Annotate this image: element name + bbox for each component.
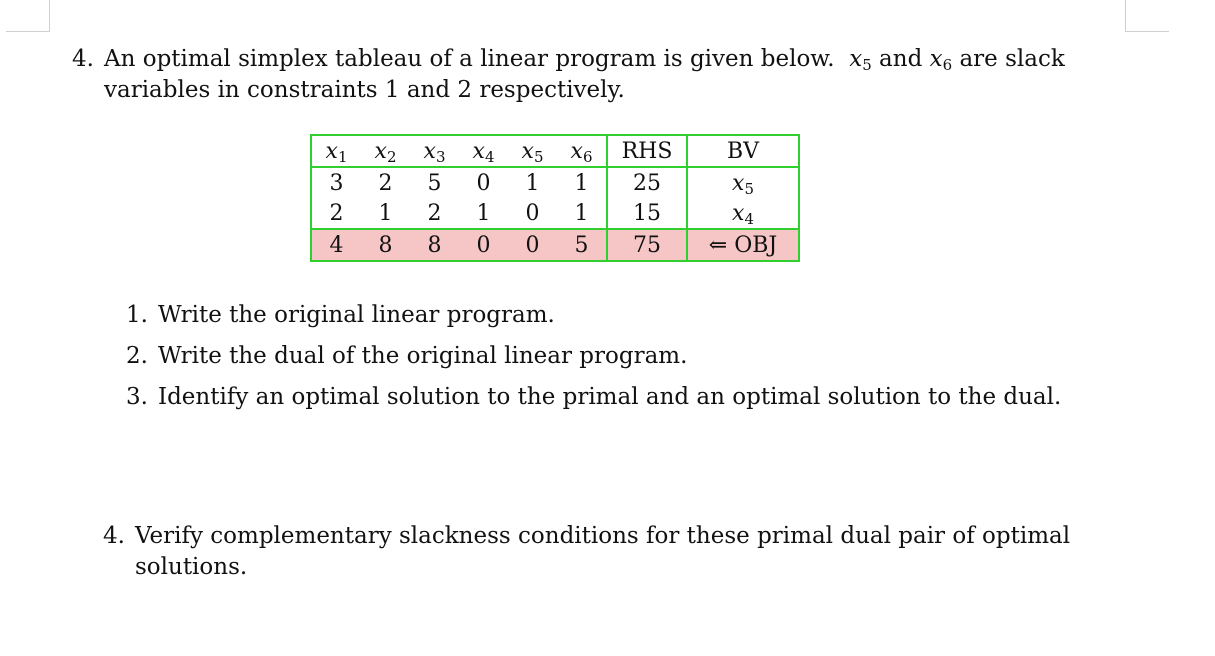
table-cell: 1	[557, 198, 607, 229]
question-number: 4.	[72, 46, 94, 72]
crop-mark-top-left-vertical	[49, 0, 50, 31]
table-cell: 0	[508, 198, 557, 229]
table-cell: 1	[361, 198, 410, 229]
tableau-row-2	[311, 198, 799, 229]
table-cell: 1	[459, 198, 508, 229]
sub-question-4-line-1: Verify complementary slackness conditions for these primal dual pair of optimal	[135, 523, 1071, 549]
bv-cell: $x_5$	[687, 167, 799, 198]
table-cell: 2	[410, 198, 459, 229]
header-x6: $x_6$	[557, 135, 607, 167]
simplex-tableau	[310, 134, 800, 262]
objective-cell: 8	[361, 229, 410, 261]
header-x4: $x_4$	[459, 135, 508, 167]
objective-cell: 5	[557, 229, 607, 261]
header-rhs: RHS	[607, 135, 687, 167]
header-x5: $x_5$	[508, 135, 557, 167]
var-x6: $x_6$	[929, 46, 953, 74]
question-line-1: An optimal simplex tableau of a linear program is given below. $x_5$ and $x_6$ are slack	[104, 46, 1065, 74]
question-intro	[72, 44, 1072, 106]
tableau-row-1	[311, 167, 799, 198]
table-cell: 1	[525, 170, 540, 196]
table-cell: 2	[311, 198, 361, 229]
crop-mark-top-right-horizontal	[1125, 31, 1169, 32]
table-cell: 0	[476, 170, 491, 196]
table-cell: 2	[378, 170, 393, 196]
objective-cell: 0	[459, 229, 508, 261]
objective-cell: 8	[410, 229, 459, 261]
rhs-cell: 15	[607, 198, 687, 229]
header-x1: $x_1$	[311, 135, 361, 167]
bv-cell: $x_4$	[687, 198, 799, 229]
header-bv: BV	[687, 135, 799, 167]
objective-label: ⇐ OBJ	[687, 229, 799, 261]
question-line-2: variables in constraints 1 and 2 respectively.	[104, 77, 625, 103]
rhs-cell: 25	[607, 167, 687, 198]
tableau-header-row	[311, 135, 799, 167]
tableau-objective-row	[311, 229, 799, 261]
crop-mark-top-right-vertical	[1125, 0, 1126, 31]
objective-cell: 0	[508, 229, 557, 261]
var-x5: $x_5$	[849, 46, 872, 74]
table-cell: 3	[311, 167, 361, 198]
sub-question-4: 4. Verify complementary slackness conditions for these primal dual pair of optimal solutions.	[103, 521, 1088, 583]
objective-rhs-cell: 75	[607, 229, 687, 261]
header-x2: $x_2$	[361, 135, 410, 167]
table-cell: 1	[557, 167, 607, 198]
header-x3: $x_3$	[410, 135, 459, 167]
crop-mark-top-left-horizontal	[6, 31, 50, 32]
objective-cell: 4	[311, 229, 361, 261]
table-cell: 5	[427, 170, 442, 196]
sub-question-4-line-2: solutions.	[135, 554, 248, 580]
